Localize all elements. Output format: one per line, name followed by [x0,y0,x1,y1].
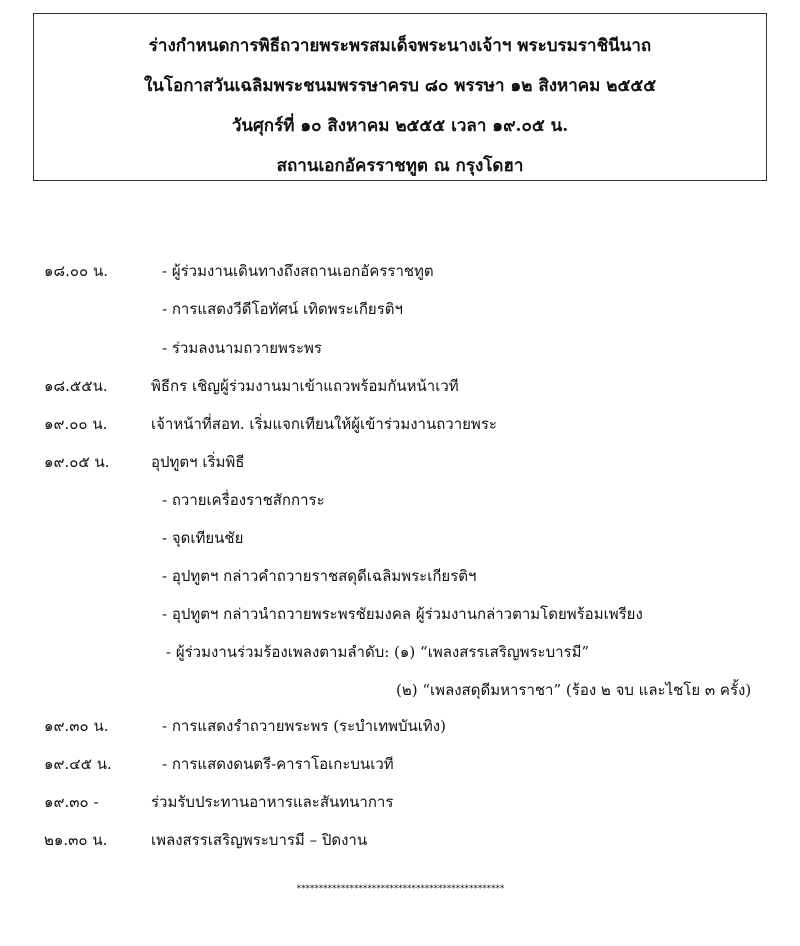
schedule-item: เจ้าหน้าที่สอท. เริ่มแจกเทียนให้ผู้เข้าร่วมงานถวายพระ [151,415,497,433]
schedule-time: ๑๙.๐๐ น. [44,415,108,433]
venue-line: สถานเอกอัครราชทูต ณ กรุงโดฮา [276,156,524,176]
schedule-item: อุปทูตฯ เริ่มพิธี [151,453,245,471]
schedule-item: - อุปทูตฯ กล่าวคำถวายราชสดุดีเฉลิมพระเกียรติฯ [162,567,477,585]
date-time-line: วันศุกร์ที่ ๑๐ สิงหาคม ๒๕๕๕ เวลา ๑๙.๐๕ น. [231,116,569,136]
schedule-item: - ผู้ร่วมงานเดินทางถึงสถานเอกอัครราชทูต [162,262,434,280]
schedule-item: - ถวายเครื่องราชสักการะ [162,491,325,509]
schedule-time: ๑๙.๔๕ น. [44,755,112,773]
schedule-time: ๑๙.๓๐ น. [44,717,109,735]
schedule-time: ๑๘.๕๕น. [44,377,108,395]
schedule-item: พิธีกร เชิญผู้ร่วมงานมาเข้าแถวพร้อมกันหน้าเวที [151,377,459,395]
schedule-item: ร่วมรับประทานอาหารและสันทนาการ [151,793,394,811]
occasion-line: ในโอกาสวันเฉลิมพระชนมพรรษาครบ ๘๐ พรรษา ๑๒ สิงหาคม ๒๕๕๕ [143,76,657,96]
schedule-time: ๑๙.๓๐ - [44,793,99,811]
document-title: ร่างกำหนดการพิธีถวายพระพรสมเด็จพระนางเจ้าฯ พระบรมราชินีนาถ [148,36,652,56]
schedule-time: ๒๑.๓๐ น. [44,831,108,849]
schedule-item: - ร่วมลงนามถวายพระพร [162,339,322,357]
schedule-item: - ผู้ร่วมงานร่วมร้องเพลงตามลำดับ: (๑) “เพลงสรรเสริญพระบารมี” [166,643,590,661]
schedule-item: (๒) “เพลงสดุดีมหาราชา” (ร้อง ๒ จบ และไชโย ๓ ครั้ง) [396,681,752,699]
schedule-time: ๑๙.๐๕ น. [44,453,110,471]
footer-separator: *********************************************** [296,884,504,894]
schedule-item: - การแสดงดนตรี-คาราโอเกะบนเวที [162,755,394,773]
schedule-item: - การแสดงรำถวายพระพร (ระบำเทพบันเทิง) [162,717,446,735]
schedule-item: - อุปทูตฯ กล่าวนำถวายพระพรชัยมงคล ผู้ร่วมงานกล่าวตามโดยพร้อมเพรียง [162,605,643,623]
schedule-time: ๑๘.๐๐ น. [44,262,108,280]
schedule-item: เพลงสรรเสริญพระบารมี – ปิดงาน [151,831,368,849]
schedule-item: - จุดเทียนชัย [162,529,244,547]
schedule-item: - การแสดงวีดีโอทัศน์ เทิดพระเกียรติฯ [162,300,403,318]
header-box [33,13,767,181]
